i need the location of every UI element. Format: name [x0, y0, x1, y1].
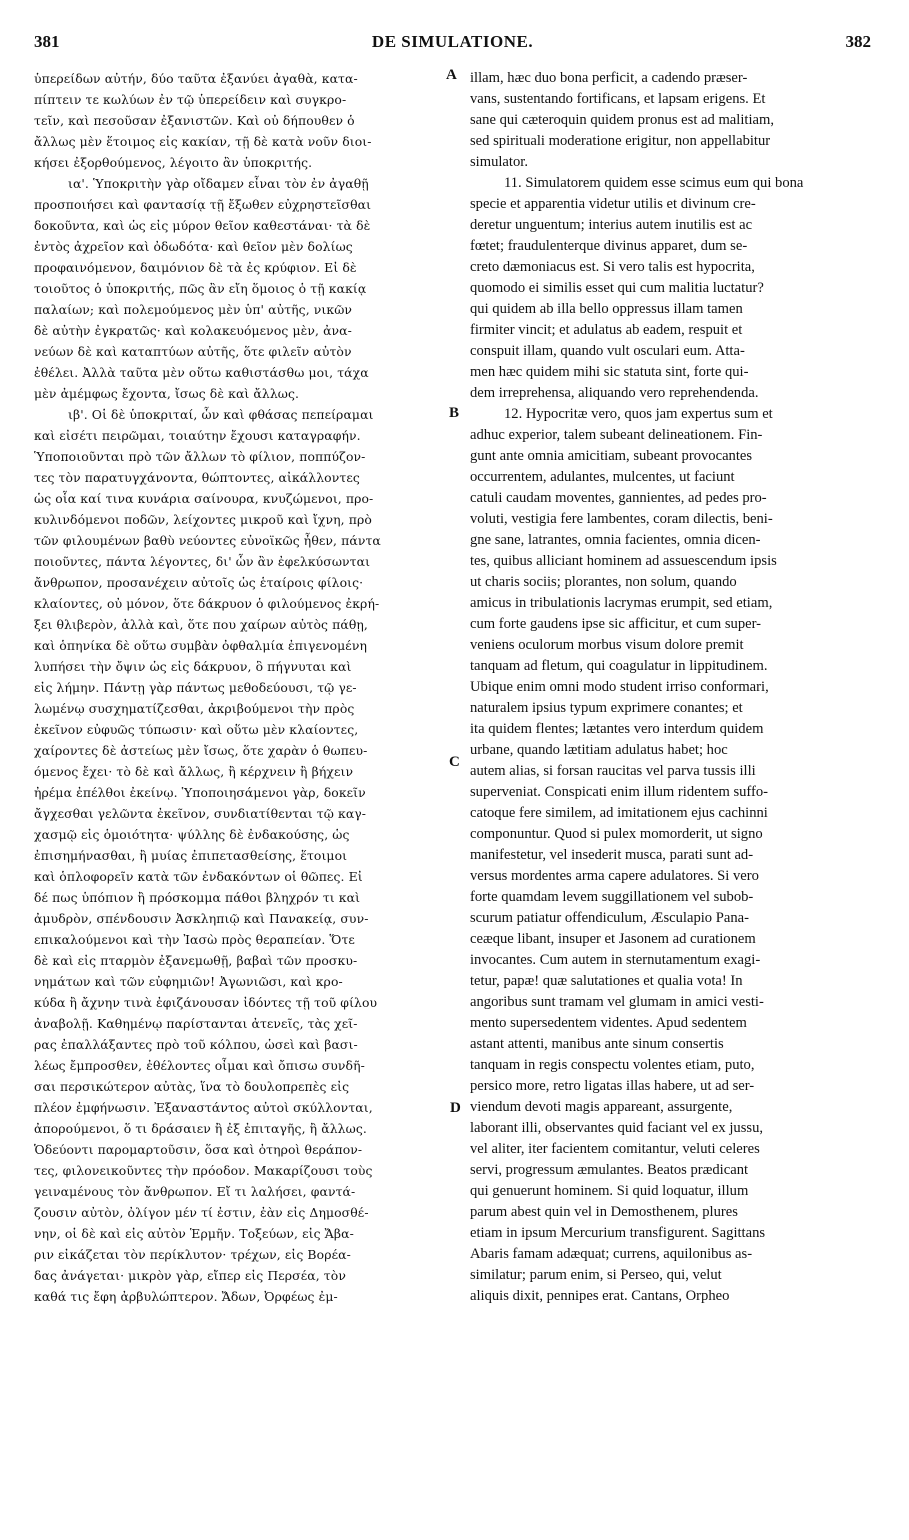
greek-text-line: δὲ καὶ εἰς πταρμὸν ἐξανεμωθῇ, βαβαὶ τῶν προσκυ- — [34, 953, 358, 968]
greek-text-line: δας ἀνάγεται· μικρὸν γὰρ, εἴπερ εἰς Περσέα, τὸν — [34, 1268, 346, 1283]
greek-text-line: ἐντὸς ἀχρεῖον καὶ ὀδωδότα· καὶ θεῖον μὲν δολίως — [34, 239, 353, 254]
left-page-number: 381 — [34, 32, 60, 51]
greek-text-line: εἰς λήμην. Πάντῃ γὰρ πάντως μεθοδεύουσι, τῷ γε- — [34, 680, 357, 695]
latin-text-line: astant attenti, manibus ante sinum consertis — [470, 1036, 724, 1052]
greek-text-line: ιβ'. Οἱ δὲ ὑποκριταί, ὧν καὶ φθάσας πεπείραμαι — [68, 407, 374, 422]
greek-text-line: καὶ ὁπηνίκα δὲ οὕτω συμβὰν ὀφθαλμία ἐπιγενομένη — [34, 638, 367, 653]
latin-text-line: adhuc experior, talem subeant delineationem. Fin- — [470, 427, 763, 443]
latin-text-line: superveniat. Conspicati enim illum ridentem suffo- — [470, 784, 769, 800]
greek-text-line: πλέον ἐμφήνωσιν. Ἐξαναστάντος αὐτοὶ σκύλλονται, — [34, 1100, 373, 1115]
greek-text-line: ριν εἰκάζεται τὸν περίκλυτον· τρέχων, εἰς Βορέα- — [34, 1247, 351, 1262]
latin-text-line: simulator. — [470, 154, 528, 170]
latin-text-line: dem irreprehensa, aliquando vero reprehendenda. — [470, 385, 759, 401]
latin-text-line: catuli caudam moventes, gannientes, ad pedes pro- — [470, 490, 767, 506]
margin-letter-d: D — [450, 1100, 461, 1116]
latin-text-line: vel aliter, iter facientem comitantur, veluti celeres — [470, 1141, 760, 1157]
greek-text-line: λυπήσει τὴν ὄψιν ὡς εἰς δάκρυον, ὃ πήγνυται καὶ — [34, 659, 352, 674]
greek-text-line: τοιοῦτος ὁ ὑποκριτής, πῶς ἂν εἴη ὅμοιος ὁ τῇ κακίᾳ — [34, 281, 367, 296]
greek-text-line: μὲν ἀμέμφως ἔχοντα, ἴσως δὲ καὶ ἄλλως. — [34, 386, 300, 401]
latin-text-line: angoribus sunt tramam vel glumam in amici vesti- — [470, 994, 764, 1010]
latin-text-line: sed spirituali moderatione erigitur, non appellabitur — [470, 133, 771, 149]
greek-text-line: πίπτειν τε κωλύων ἐν τῷ ὑπερείδειν καὶ συγκρο- — [34, 92, 347, 107]
greek-text-line: ρας ἐπαλλάξαντες πρὸ τοῦ κόλπου, ὡσεὶ καὶ βασι- — [34, 1037, 358, 1052]
margin-letter-b: B — [449, 405, 460, 421]
greek-text-line: νημάτων καὶ τῶν εὐφημιῶν! Ἀγωνιῶσι, καὶ κρο- — [34, 974, 343, 989]
greek-text-line: λέως ἔμπροσθεν, ἐθέλοντες οἶμαι καὶ ὄπισω συνδῆ- — [34, 1058, 365, 1073]
latin-text-line: specie et apparentia videtur utilis et divinum cre- — [470, 196, 756, 212]
greek-text-line: Ὁδεύοντι παρομαρτοῦσιν, ὅσα καὶ ὀτηροὶ θεράπον- — [34, 1142, 363, 1157]
latin-text-line: qui genuerunt hominem. Si quid loquatur, illum — [470, 1183, 749, 1199]
greek-text-line: τες τὸν παρατυγχάνοντα, θώπτοντες, αἰκάλλοντες — [34, 470, 360, 485]
latin-text-line: tanquam ad fletum, qui coagulatur in lippitudinem. — [470, 658, 768, 674]
latin-text-line: mento supersedentem videntes. Apud sedentem — [470, 1015, 747, 1031]
latin-text-line: Abaris famam adæquat; currens, aquilonibus as- — [470, 1246, 753, 1262]
latin-text-line: invocantes. Cum autem in sternutamentum exagi- — [470, 952, 761, 968]
latin-text-line: forte quamdam levem suggillationem vel subob- — [470, 889, 754, 905]
latin-text-line: tes, quibus alliciant hominem ad assuescendum ipsis — [470, 553, 777, 569]
latin-text-line: amicus in tribulationis lacrymas erumpit, sed etiam, — [470, 595, 773, 611]
greek-text-line: χασμῷ εἰς ὁμοιότητα· ψύλλης δὲ ἐνδακούσης, ὡς — [34, 827, 350, 842]
latin-text-line: versus mordentes arma capere adulatores. Si vero — [470, 868, 759, 884]
latin-text-line: conspuit illam, quando vult osculari eum. Atta- — [470, 343, 745, 359]
latin-text-line: servi, progressum æmulantes. Beatos prædicant — [470, 1162, 749, 1178]
greek-text-line: προσποιήσει καὶ φαντασίᾳ τῇ ἔξωθεν εὐχρηστεῖσθαι — [34, 197, 372, 212]
latin-text-line: scurum patiatur offendiculum, Æsculapio Pana- — [470, 910, 749, 926]
greek-text-line: ποιοῦντες, πάντα λέγοντες, δι' ὧν ἂν ἐφελκύσωνται — [34, 554, 371, 569]
greek-text-line: παλαίων; καὶ πολεμούμενος μὲν ὑπ' αὐτῆς, νικῶν — [34, 302, 353, 317]
greek-text-line: ζουσιν αὐτὸν, ὀλίγον μέν τί ἐστιν, ἐὰν εἰς Δημοσθέ- — [34, 1205, 369, 1220]
latin-text-line: etiam in ipsum Mercurium transfigurent. Sagittans — [470, 1225, 766, 1241]
greek-text-line: ἠρέμα ἐπέλθοι ἐκείνῳ. Ὑποποιησάμενοι γὰρ, δοκεῖν — [34, 785, 366, 800]
greek-text-line: κήσει ἐξορθούμενος, λέγοιτο ἂν ὑποκριτής. — [34, 155, 313, 170]
greek-text-line: κυλινδόμενοι ποδῶν, λείχοντες μικροῦ καὶ ἴχνη, πρὸ — [34, 512, 372, 527]
running-header — [34, 32, 871, 54]
greek-text-line: όμενος ἔχει· τὸ δὲ καὶ ἄλλως, ἢ κέρχνειν ἢ βήχειν — [34, 764, 354, 779]
running-title: DE SIMULATIONE. — [371, 32, 534, 51]
latin-text-line: parum abest quin vel in Demosthenem, plures — [470, 1204, 738, 1220]
greek-text-line: ὑπερείδων αὐτήν, δύο ταῦτα ἐξανύει ἀγαθὰ, κατα- — [34, 71, 358, 86]
latin-text-line: 12. Hypocritæ vero, quos jam expertus sum et — [504, 406, 773, 422]
greek-text-line: χαίροντες δὲ ἀστείως μὲν ἴσως, ὅτε χαρὰν ὁ θωπευ- — [34, 743, 368, 758]
latin-text-line: manifestetur, vel insederit musca, parati sunt ad- — [470, 847, 754, 863]
greek-text-line: ἀναβολῇ. Καθημένῳ παρίστανται ἀτενεῖς, τὰς χεῖ- — [34, 1016, 358, 1031]
greek-text-line: καὶ ὁπλοφορεῖν κατὰ τῶν ἐνδακόντων οἱ θῶπες. Εἰ — [34, 869, 363, 884]
greek-text-line: ἄλλως μὲν ἕτοιμος εἰς κακίαν, τῇ δὲ κατὰ νοῦν διοι- — [34, 134, 372, 149]
greek-text-line: νην, οἱ δὲ καὶ εἰς αὐτὸν Ἑρμῆν. Τοξεύων, εἰς Ἄβα- — [34, 1226, 354, 1241]
latin-text-line: aliquis dixit, pennipes erat. Cantans, Orpheo — [470, 1288, 730, 1304]
latin-text-line: naturalem ipsius typum exprimere conantes; et — [470, 700, 743, 716]
latin-text-line: firmiter vincit; et adulatus ab eadem, respuit et — [470, 322, 743, 338]
greek-text-line: προφαινόμενον, δαιμόνιον δὲ τὰ ἐς κρύφιον. Εἰ δὲ — [34, 260, 357, 275]
greek-text-line: λωμένῳ συσχηματίζεσθαι, ἀκριβούμενοι τὴν πρὸς — [34, 701, 355, 716]
latin-text-line: catoque fere similem, ad imitationem ejus cachinni — [470, 805, 768, 821]
latin-text-line: tetur, papæ! quæ salutationes et qualia vota! In — [470, 973, 743, 989]
latin-text-line: autem alias, si forsan raucitas vel parva tussis illi — [470, 763, 756, 779]
greek-text-line: ἀπορούμενοι, ὅ τι δράσαιεν ἢ ἐξ ἐπιταγῆς, ἢ ἄλλως. — [34, 1121, 367, 1136]
latin-text-line: ceæque libant, insuper et Jasonem ad curationem — [470, 931, 756, 947]
latin-text-line: sane qui cæteroquin quidem pronus est ad malitiam, — [470, 112, 774, 128]
latin-text-line: componuntur. Quod si pulex momorderit, ut signo — [470, 826, 763, 842]
latin-text-line: 11. Simulatorem quidem esse scimus eum qui bona — [504, 175, 804, 191]
greek-text-line: ὡς οἷα καί τινα κυνάρια σαίνουρα, κνυζώμενοι, προ- — [34, 491, 374, 506]
greek-text-line: τεῖν, καὶ πεσοῦσαν ἐξανιστῶν. Καὶ οὐ δήπουθεν ὁ — [34, 113, 355, 128]
greek-text-line: κύδα ἢ ἄχνην τινὰ ἐφιζάνουσαν ἰδόντες τῇ τοῦ φίλου — [34, 995, 378, 1010]
latin-text-line: urbane, quando lætitiam adulatus habet; hoc — [470, 742, 728, 758]
greek-text-line: ἀμυδρὸν, σπένδουσιν Ἀσκληπιῷ καὶ Πανακείᾳ, συν- — [34, 911, 369, 926]
greek-text-line: τῶν φιλουμένων βαθὺ νεύοντες εὐνοϊκῶς ἦθεν, πάντα — [34, 533, 381, 548]
greek-text-line: ἄγχεσθαι γελῶντα ἐκεῖνον, συνδιατίθενται τῷ καγ- — [34, 806, 367, 821]
latin-text-line: fœtet; fraudulenterque divinus apparet, dum se- — [470, 238, 748, 254]
latin-text-line: creto dæmoniacus est. Si vero talis est hypocrita, — [470, 259, 755, 275]
greek-text-line: επικαλούμενοι καὶ τὴν Ἰασὼ πρὸς θεραπείαν. Ὅτε — [34, 932, 355, 947]
latin-text-line: gunt ante omnia amicitiam, subeant provocantes — [470, 448, 753, 464]
margin-letter-a: A — [446, 67, 457, 83]
latin-text-line: men hæc quidem mihi sic statuta sint, forte qui- — [470, 364, 749, 380]
latin-text-line: cum forte gaudens ipse sic afficitur, et cum super- — [470, 616, 762, 632]
greek-text-line: Ὑποποιοῦνται πρὸ τῶν ἄλλων τὸ φίλιον, ποππύζον- — [34, 449, 366, 464]
latin-text-line: Ubique enim omni modo student irriso conformari, — [470, 679, 769, 695]
latin-text-line: similatur; parum enim, si Perseo, qui, velut — [470, 1267, 722, 1283]
greek-text-line: γειναμένους τὸν ἄνθρωπον. Εἴ τι λαλήσει, φαντά- — [34, 1184, 356, 1199]
margin-letter-c: C — [449, 754, 460, 770]
latin-text-line: persico more, retro ligatas illas habere, ut ad ser- — [470, 1078, 755, 1094]
greek-text-line: σαι περσικώτερον αὐτὰς, ἵνα τὸ δουλοπρεπὲς εἰς — [34, 1079, 350, 1094]
latin-text-column — [470, 68, 874, 1307]
latin-text-line: deretur unguentum; interius autem inutilis est ac — [470, 217, 753, 233]
greek-text-column — [34, 68, 446, 1307]
right-page-number: 382 — [845, 32, 871, 51]
latin-text-line: veniens oculorum morbus visum dolore premit — [470, 637, 744, 653]
latin-text-line: tanquam in regis conspectu volentes etiam, puto, — [470, 1057, 755, 1073]
latin-text-line: illam, hæc duo bona perficit, a cadendo præser- — [470, 70, 748, 86]
latin-text-line: qui quidem ab illa bello oppressus illam tamen — [470, 301, 743, 317]
latin-text-line: quomodo ei similis esset qui cum malitia luctatur? — [470, 280, 764, 296]
latin-text-line: ita quidem flentes; lætantes vero interdum quidem — [470, 721, 764, 737]
latin-text-line: voluti, vestigia fere lambentes, coram dilectis, beni- — [470, 511, 773, 527]
greek-text-line: ἐκεῖνον εὐφυῶς τύπωσιν· καὶ οὕτω μὲν κλαίοντες, — [34, 722, 359, 737]
greek-text-line: ἐθέλει. Ἀλλὰ ταῦτα μὲν οὕτω καθιστάσθω μοι, τάχα — [34, 365, 369, 380]
greek-text-line: ια'. Ὑποκριτὴν γὰρ οἴδαμεν εἶναι τὸν ἐν ἀγαθῇ — [68, 176, 369, 191]
latin-text-line: vans, sustentando fortificans, et lapsam erigens. Et — [470, 91, 766, 107]
greek-text-line: δοκοῦντα, καὶ ὡς εἰς μύρον θεῖον καθεστάναι· τὰ δὲ — [34, 218, 371, 233]
greek-text-line: δὲ αὐτὴν ἐγκρατῶς· καὶ κολακευόμενος μὲν, ἀνα- — [34, 323, 352, 338]
greek-text-line: κλαίοντες, οὐ μόνον, ὅτε δάκρυον ὁ φιλούμενος ἐκρή- — [34, 596, 380, 611]
latin-text-line: gne sane, latrantes, omnia facientes, omnia dicen- — [470, 532, 761, 548]
greek-text-line: ἐπισημήνασθαι, ἢ μυίας ἐπιπετασθείσης, ἕτοιμοι — [34, 848, 348, 863]
greek-text-line: καθά τις ἔφη ἀρβυλώπτερον. Ἄδων, Ὀρφέως ἐμ- — [34, 1289, 338, 1304]
greek-text-line: τες, φιλονεικοῦντες τὴν πρόοδον. Μακαρίζουσι τοὺς — [34, 1163, 373, 1178]
latin-text-line: laborant illi, observantes quid faciant vel ex jussu, — [470, 1120, 764, 1136]
latin-text-line: ut charis sociis; plorantes, non solum, quando — [470, 574, 737, 590]
greek-text-line: ἄνθρωπον, προσανέχειν αὐτοῖς ὡς ἑταίροις φίλοις· — [34, 575, 364, 590]
greek-text-line: ξει θλιβερὸν, ἀλλὰ καὶ, ὅτε που χαίρων αὐτὸς πάθῃ, — [34, 617, 368, 632]
greek-text-line: καὶ εἰσέτι πειρῶμαι, τοιαύτην ἔχουσι καταγραφήν. — [34, 428, 361, 443]
latin-text-line: viendum devoti magis appareant, assurgente, — [470, 1099, 733, 1115]
greek-text-line: δέ πως ὑπόπιον ἢ πρόσκομμα πάθοι βληχρόν τι καὶ — [34, 890, 361, 905]
greek-text-line: νεύων δὲ καὶ καταπτύων αὐτῆς, ὅτε φιλεῖν αὐτὸν — [34, 344, 352, 359]
latin-text-line: occurrentem, adulantes, mulcentes, ut faciunt — [470, 469, 735, 485]
